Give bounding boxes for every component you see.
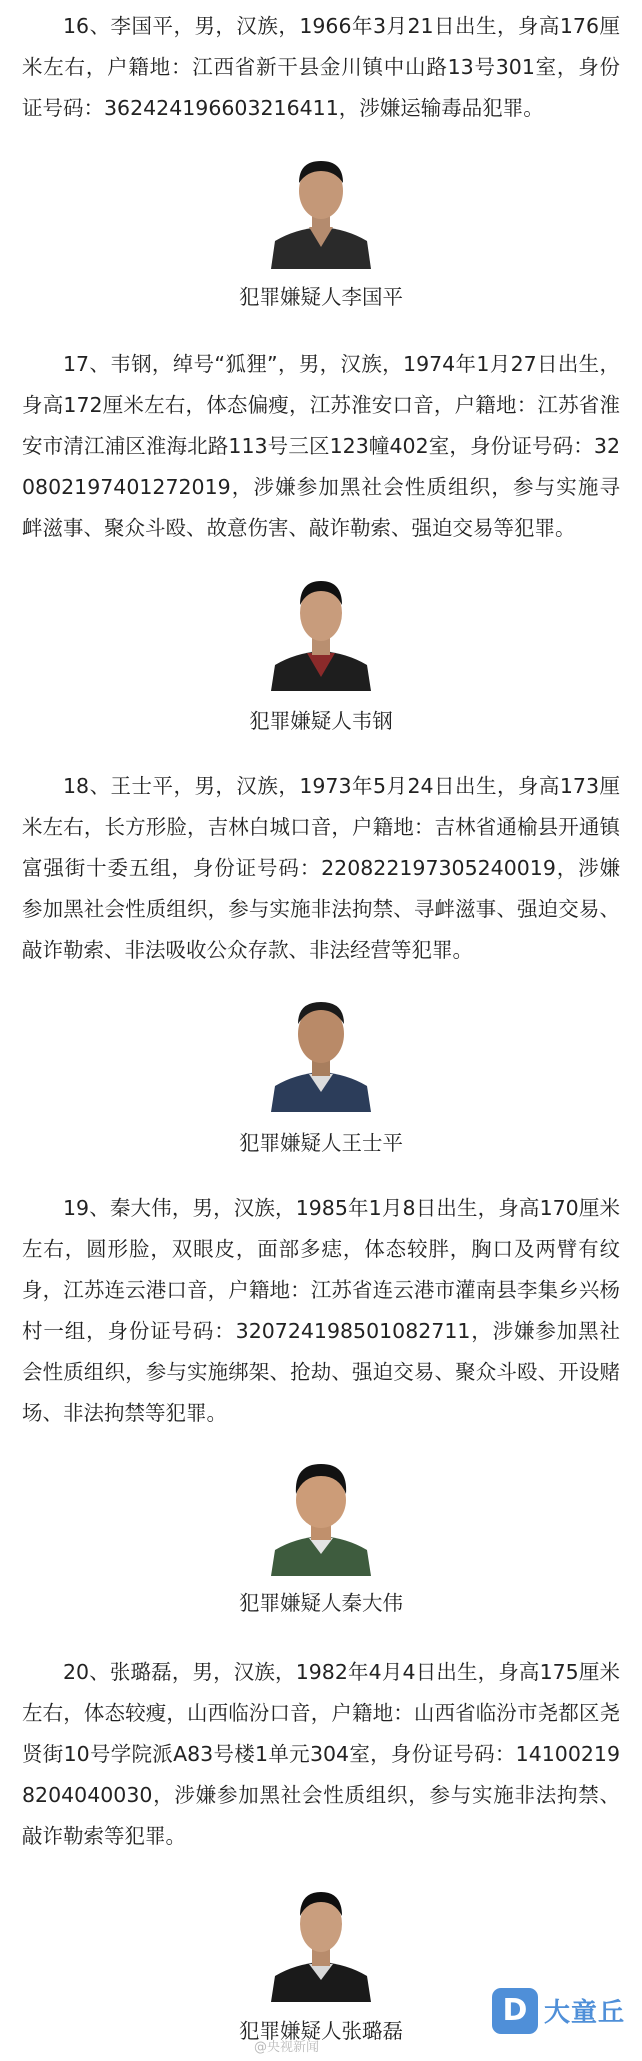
logo-badge-icon: D <box>492 1988 538 2034</box>
suspect-photo <box>265 986 377 1112</box>
suspect-description: 17、韦钢，绰号“狐狸”，男，汉族，1974年1月27日出生，身高172厘米左右，体态偏瘦，江苏淮安口音，户籍地：江苏省淮安市清江浦区淮海北路113号三区123幢402室，身份证号码：320802197401272019，涉嫌参加黑社会性质组织，参与实施寻衅滋事、聚众斗殴、故意伤害、敲诈勒索、强迫交易等犯罪。 <box>22 352 620 540</box>
photo-caption: 犯罪嫌疑人韦钢 <box>249 709 393 733</box>
site-logo <box>492 1984 632 2036</box>
suspect-photo <box>265 143 377 269</box>
photo-caption: 犯罪嫌疑人张璐磊 <box>239 2019 403 2043</box>
logo-text: 大童丘 <box>544 1998 626 2028</box>
suspect-description: 16、李国平，男，汉族，1966年3月21日出生，身高176厘米左右，户籍地：江西省新干县金川镇中山路13号301室，身份证号码：362424196603216411，涉嫌运输毒品犯罪。 <box>22 14 620 120</box>
suspect-description: 20、张璐磊，男，汉族，1982年4月4日出生，身高175厘米左右，体态较瘦，山西临汾口音，户籍地：山西省临汾市尧都区尧贤街10号学院派A83号楼1单元304室，身份证号码：141002198204040030，涉嫌参加黑社会性质组织，参与实施非法拘禁、敲诈勒索等犯罪。 <box>22 1660 620 1848</box>
entry-16 <box>0 6 642 309</box>
weibo-watermark: @央视新闻 <box>254 2040 320 2055</box>
photo-caption: 犯罪嫌疑人王士平 <box>239 1131 403 1155</box>
suspect-description: 19、秦大伟，男，汉族，1985年1月8日出生，身高170厘米左右，圆形脸，双眼皮，面部多痣，体态较胖，胸口及两臂有纹身，江苏连云港口音，户籍地：江苏省连云港市灌南县李集乡兴杨村一组，身份证号码：320724198501082711，涉嫌参加黑社会性质组织，参与实施绑架、抢劫、强迫交易、聚众斗殴、开设赌场、非法拘禁等犯罪。 <box>22 1196 620 1425</box>
photo-caption: 犯罪嫌疑人李国平 <box>239 285 403 309</box>
suspect-description: 18、王士平，男，汉族，1973年5月24日出生，身高173厘米左右，长方形脸，吉林白城口音，户籍地：吉林省通榆县开通镇富强街十委五组，身份证号码：220822197305240019，涉嫌参加黑社会性质组织，参与实施非法拘禁、寻衅滋事、强迫交易、敲诈勒索、非法吸收公众存款、非法经营等犯罪。 <box>22 774 620 962</box>
suspect-photo <box>265 565 377 691</box>
suspect-photo <box>265 1450 377 1576</box>
photo-caption: 犯罪嫌疑人秦大伟 <box>239 1591 403 1615</box>
entry-18 <box>0 766 642 1155</box>
entry-17 <box>0 344 642 733</box>
entry-19 <box>0 1188 642 1615</box>
suspect-photo <box>265 1876 377 2002</box>
